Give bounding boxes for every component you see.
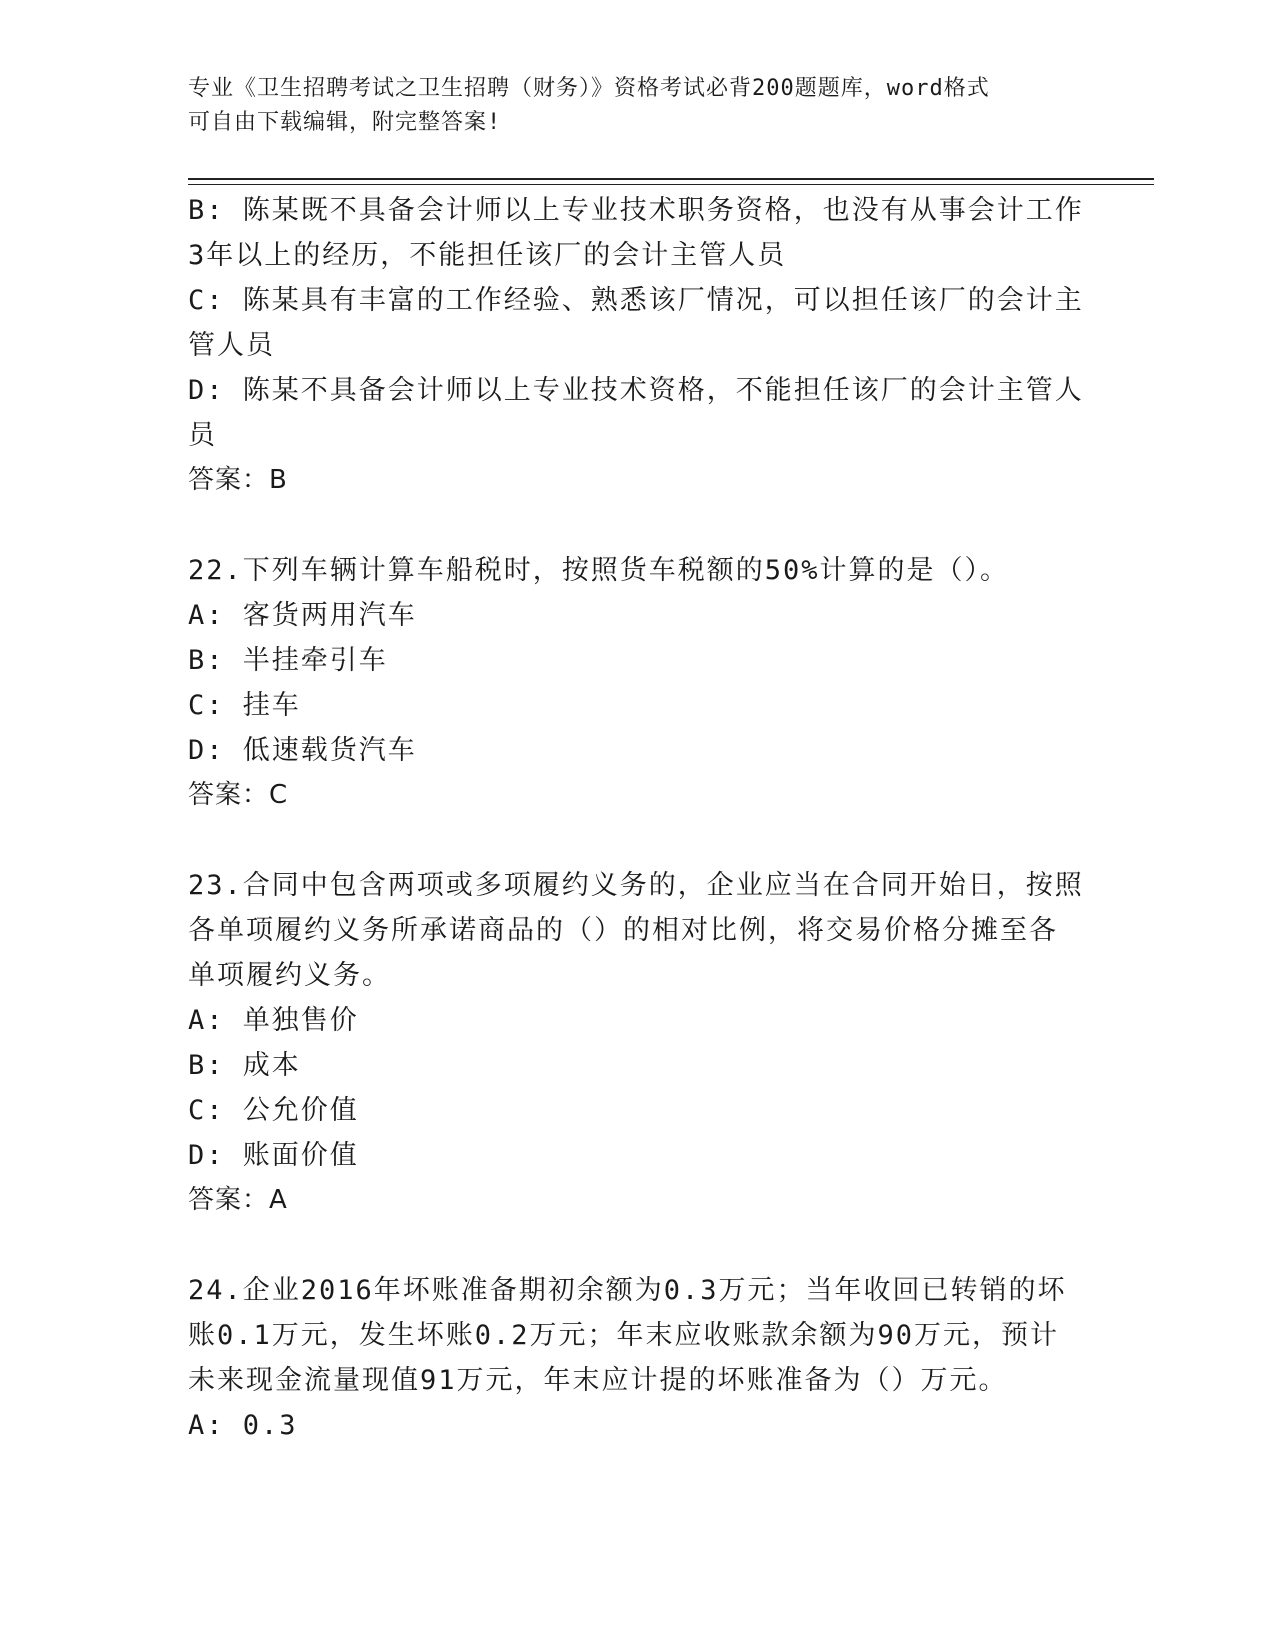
- q23-option-d: D: 账面价值: [188, 1140, 359, 1171]
- q24-stem-line2: 账0.1万元，发生坏账0.2万元；年末应收账款余额为90万元，预计: [188, 1320, 1060, 1351]
- question-content: [188, 188, 1084, 1448]
- q23-option-a: A: 单独售价: [188, 1005, 359, 1036]
- q23-option-c: C: 公允价值: [188, 1095, 359, 1126]
- header-title-line1: 专业《卫生招聘考试之卫生招聘（财务）》资格考试必背200题题库，word格式: [188, 76, 990, 101]
- question-23: [188, 863, 1084, 1223]
- q22-option-a: A: 客货两用汽车: [188, 600, 417, 631]
- q23-option-b: B: 成本: [188, 1050, 301, 1081]
- question-21: [188, 188, 1084, 503]
- q21-option-d-line2: 员: [188, 420, 217, 451]
- header-divider: [188, 178, 1154, 185]
- q24-option-a: A: 0.3: [188, 1410, 298, 1441]
- q21-option-d-line1: D: 陈某不具备会计师以上专业技术资格，不能担任该厂的会计主管人: [188, 375, 1084, 406]
- page-header: [188, 72, 1088, 140]
- q21-option-b-line1: B: 陈某既不具备会计师以上专业技术职务资格，也没有从事会计工作: [188, 195, 1084, 226]
- q23-stem-line3: 单项履约义务。: [188, 960, 391, 991]
- q24-stem-line3: 未来现金流量现值91万元，年末应计提的坏账准备为（）万元。: [188, 1365, 1008, 1396]
- q22-option-c: C: 挂车: [188, 690, 301, 721]
- q22-answer: 答案：C: [188, 780, 289, 810]
- q22-option-b: B: 半挂牵引车: [188, 645, 388, 676]
- header-title-line2: 可自由下载编辑，附完整答案!: [188, 110, 502, 135]
- q21-answer: 答案：B: [188, 465, 288, 495]
- q21-option-c-line2: 管人员: [188, 330, 275, 361]
- q23-stem-line1: 23.合同中包含两项或多项履约义务的，企业应当在合同开始日，按照: [188, 870, 1084, 901]
- q22-stem-line1: 22.下列车辆计算车船税时，按照货车税额的50%计算的是（）。: [188, 555, 1010, 586]
- q22-option-d: D: 低速载货汽车: [188, 735, 417, 766]
- question-22: [188, 548, 1078, 818]
- q21-option-b-line2: 3年以上的经历，不能担任该厂的会计主管人员: [188, 240, 787, 271]
- q23-answer: 答案：A: [188, 1185, 288, 1215]
- q21-option-c-line1: C: 陈某具有丰富的工作经验、熟悉该厂情况，可以担任该厂的会计主: [188, 285, 1084, 316]
- q24-stem-line1: 24.企业2016年坏账准备期初余额为0.3万元；当年收回已转销的坏: [188, 1275, 1067, 1306]
- q23-stem-line2: 各单项履约义务所承诺商品的（）的相对比例，将交易价格分摊至各: [188, 915, 1058, 946]
- question-24: [188, 1268, 1078, 1448]
